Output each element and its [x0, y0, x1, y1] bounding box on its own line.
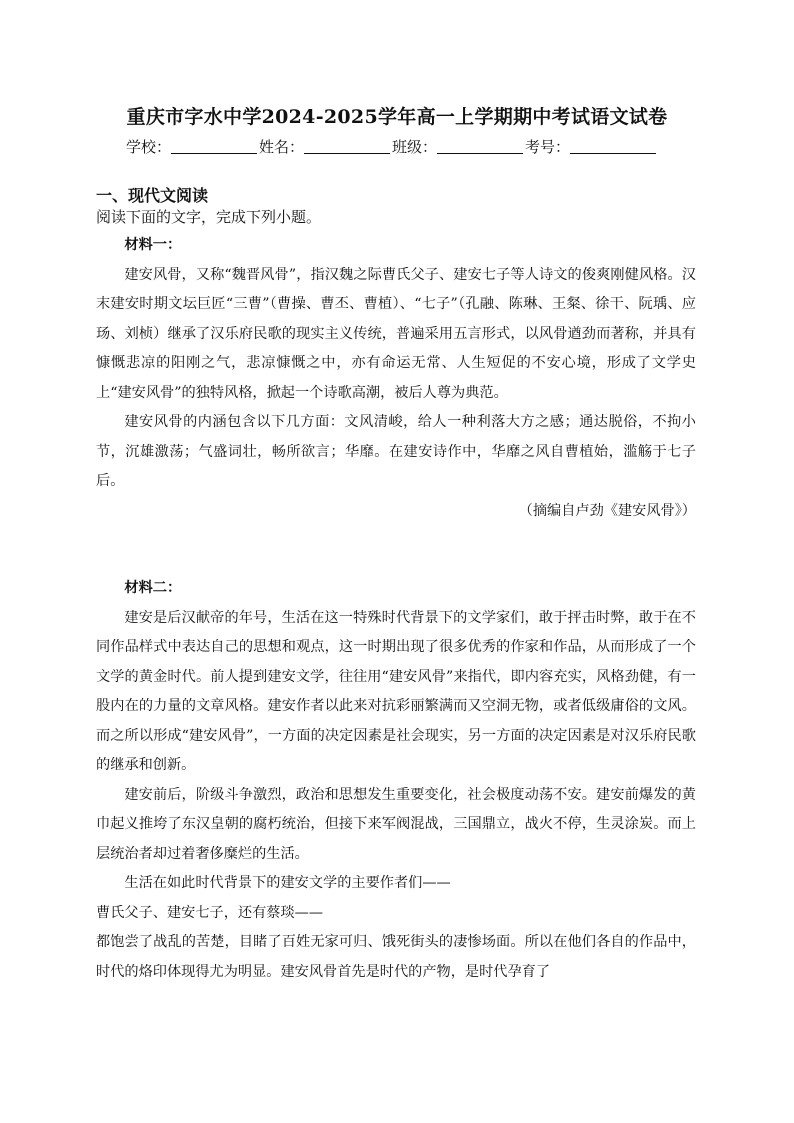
school-label: 学校： — [126, 138, 172, 156]
section-instruction: 阅读下面的文字，完成下列小题。 — [96, 208, 322, 226]
material-two-paragraph: 曹氏父子、建安七子，还有蔡琰—— — [96, 904, 324, 921]
exam-title: 重庆市字水中学2024-2025学年高一上学期期中考试语文试卷 — [126, 106, 668, 128]
material-two-paragraph: 建安前后，阶级斗争激烈，政治和思想发生重要变化，社会极度动荡不安。建安前爆发的黄巾起义推垮了东汉皇朝的腐朽统治，但接下来军阀混战，三国鼎立，战火不停，生灵涂炭。而上层统治者却过着奢侈糜烂的生活。 — [96, 786, 696, 862]
material-two-paragraph: 生活在如此时代背景下的建安文学的主要作者们—— — [124, 875, 451, 891]
number-blank — [570, 139, 656, 154]
material-one-paragraph: 建安风骨，又称“魏晋风骨”，指汉魏之际曹氏父子、建安七子等人诗文的俊爽刚健风格。汉末建安时期文坛巨匠“三曹”（曹操、曹丕、曹植）、“七子”（孔融、陈琳、王粲、徐干、阮瑀、应玚、刘桢）继承了汉乐府民歌的现实主义传统，普遍采用五言形式，以风骨遒劲而著称，并具有慷慨悲凉的阳刚之气，悲凉慷慨之中，亦有命运无常、人生短促的不安心境，形成了文学史上“建安风骨”的独特风格，掀起一个诗歌高潮，被后人尊为典范。 — [96, 266, 696, 401]
material-two — [96, 574, 696, 987]
section-heading: 一、现代文阅读 — [96, 186, 209, 205]
name-label: 姓名： — [259, 138, 305, 156]
name-blank — [304, 139, 390, 154]
class-label: 班级： — [392, 138, 438, 156]
material-two-paragraph: 都饱尝了战乱的苦楚，目睹了百姓无家可归、饿死街头的凄惨场面。所以在他们各自的作品中，时代的烙印体现得尤为明显。建安风骨首先是时代的产物，是时代孕育了 — [96, 934, 696, 980]
material-one-paragraph: 建安风骨的内涵包含以下几方面：文风清峻，给人一种利落大方之感；通达脱俗，不拘小节，沉雄激荡；气盛词壮，畅所欲言；华靡。在建安诗作中，华靡之风自曹植始，滥觞于七子后。 — [96, 414, 696, 489]
material-one-label: 材料一： — [124, 237, 182, 253]
number-label: 考号： — [525, 138, 571, 156]
student-info-line — [126, 136, 686, 157]
material-one — [96, 231, 696, 526]
material-two-paragraph: 建安是后汉献帝的年号，生活在这一特殊时代背景下的文学家们，敢于抨击时弊，敢于在不同作品样式中表达自己的思想和观点，这一时期出现了很多优秀的作家和作品，从而形成了一个文学的黄金时代。前人提到建安文学，往往用“建安风骨”来指代，即内容充实，风格劲健，有一股内在的力量的文章风格。建安作者以此来对抗彩丽繁满而又空洞无物，或者低级庸俗的文风。而之所以形成“建安风骨”，一方面的决定因素是社会现实，另一方面的决定因素是对汉乐府民歌的继承和创新。 — [96, 609, 696, 773]
material-one-source: （摘编自卢劲《建安风骨》） — [518, 502, 696, 519]
class-blank — [437, 139, 523, 154]
material-two-label: 材料二： — [124, 580, 182, 596]
school-blank — [171, 139, 257, 154]
